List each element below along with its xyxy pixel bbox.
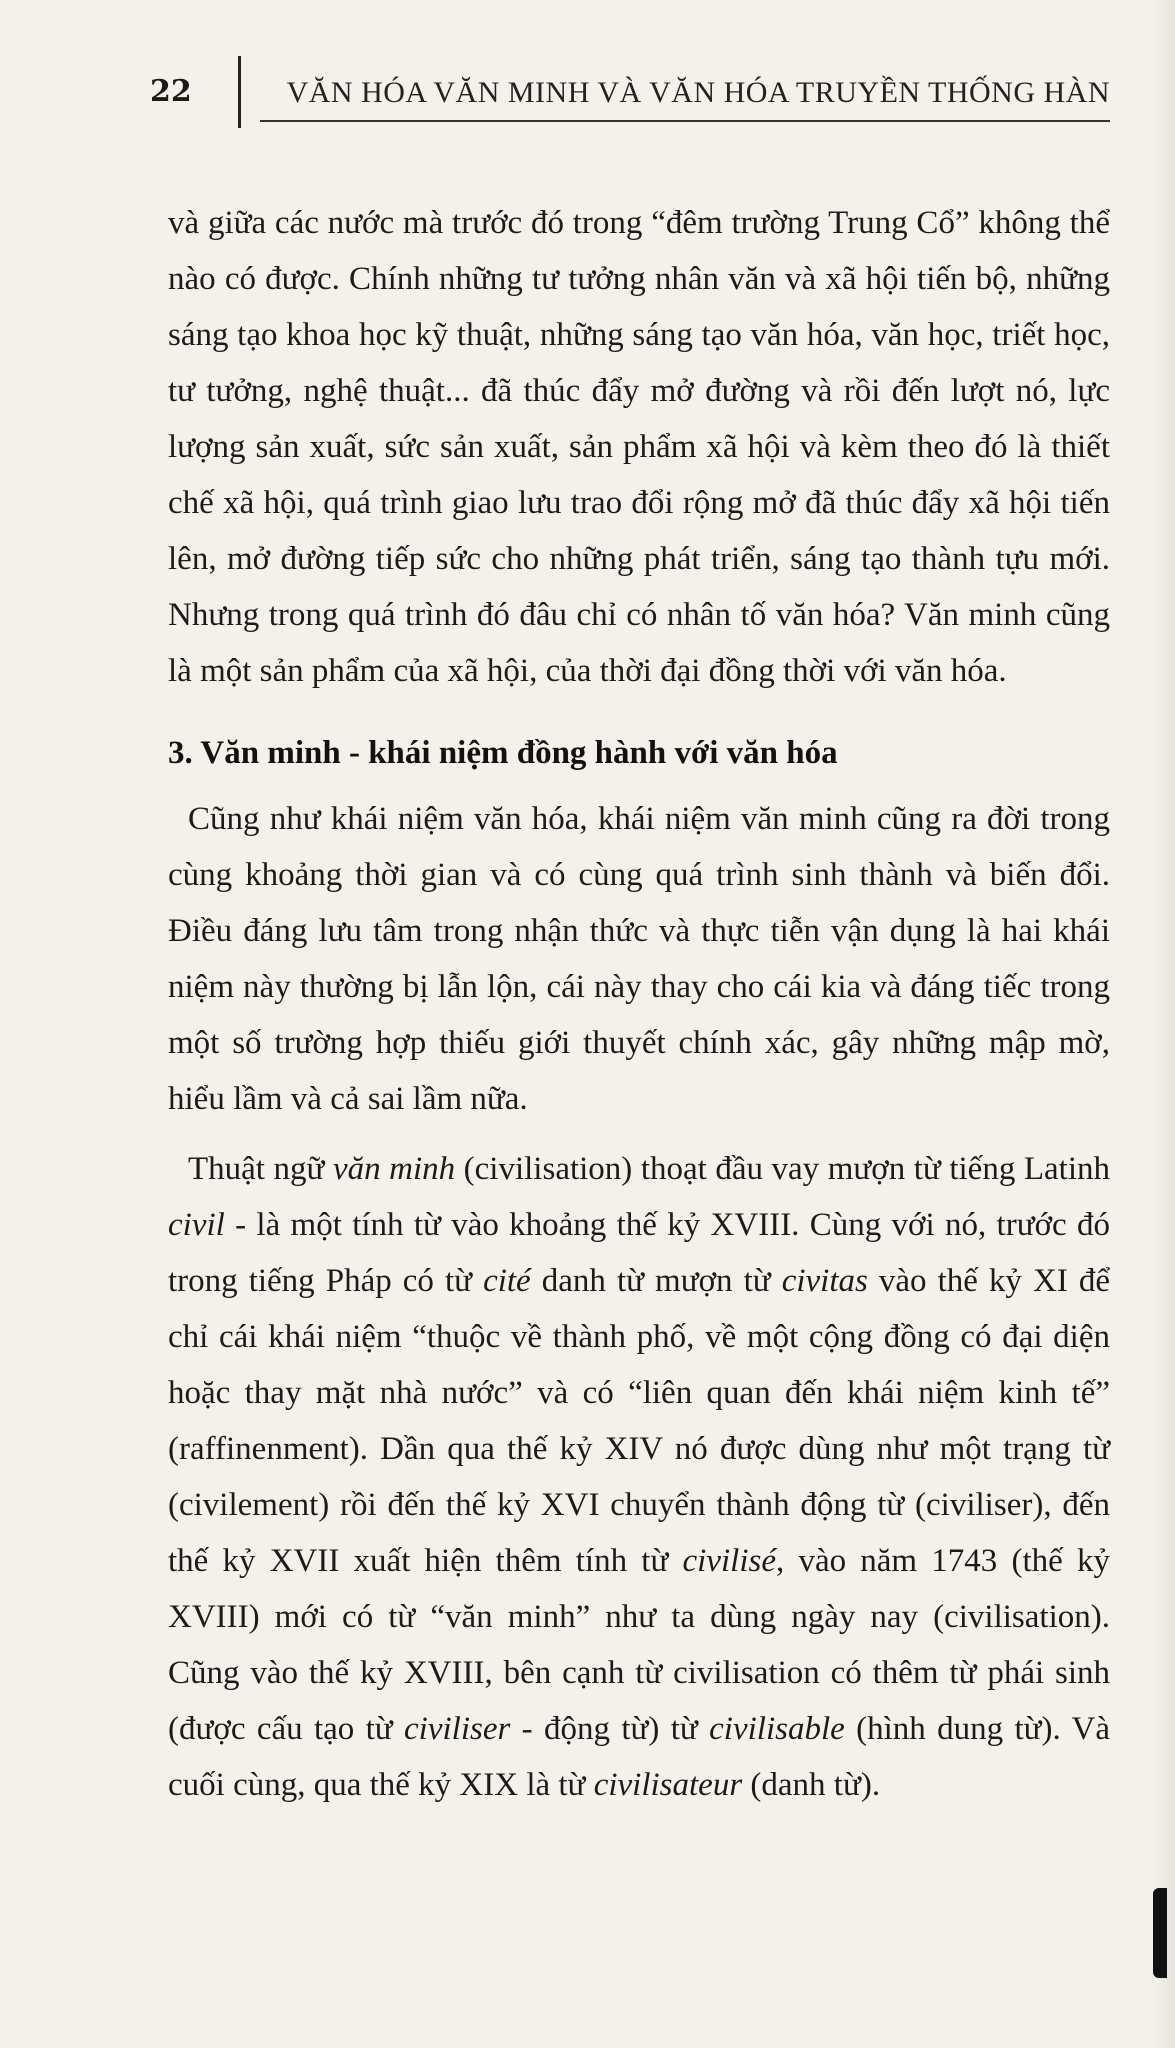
paragraph-1 (168, 195, 1110, 699)
paragraph-2 (168, 791, 1110, 1127)
italic-term: civiliser (404, 1711, 511, 1747)
body-text (168, 195, 1110, 1813)
text-run: - là một tính từ vào khoảng thế kỷ XVIII. Cùng với nó, trước đó trong tiếng Pháp có từ (168, 1207, 1110, 1299)
text-run: Cũng như khái niệm văn hóa, khái niệm văn minh cũng ra đời trong cùng khoảng thời gian và có cùng quá trình sinh thành và biến đổi. Điều đáng lưu tâm trong nhận thức và thực tiễn vận dụng là hai khái niệm này thường bị lẫn lộn, cái này thay cho cái kia và đáng tiếc trong một số trường hợp thiếu giới thuyết chính xác, gây những mập mờ, hiểu lầm và cả sai lầm nữa. (168, 801, 1110, 1117)
header-divider-vertical (238, 56, 241, 128)
italic-term: civilisateur (593, 1767, 743, 1803)
section-heading: 3. Văn minh - khái niệm đồng hành với văn hóa (168, 735, 838, 771)
italic-term: văn minh (332, 1151, 456, 1187)
text-run: , vào năm 1743 (thế kỷ XVIII) mới có từ “văn minh” như ta dùng ngày nay (civilisation). Cũng vào thế kỷ XVIII, bên cạnh từ civilisation có thêm từ phái sinh (được cấu tạo từ (168, 1543, 1110, 1747)
page-header (150, 68, 1110, 128)
italic-term: civilisable (709, 1711, 845, 1747)
text-run: - động từ) từ (510, 1711, 710, 1747)
italic-term: civitas (781, 1263, 868, 1299)
page-corner-mark (1153, 1888, 1167, 1978)
italic-term: cité (483, 1263, 531, 1299)
page-edge-shadow (1153, 0, 1175, 2048)
text-run: Thuật ngữ (188, 1151, 333, 1187)
header-rule (260, 120, 1110, 122)
text-run: (danh từ). (742, 1767, 881, 1803)
running-title: VĂN HÓA VĂN MINH VÀ VĂN HÓA TRUYỀN THỐNG HÀN (286, 76, 1110, 109)
italic-term: civilisé (682, 1543, 776, 1579)
text-run: (civilisation) thoạt đầu vay mượn từ tiếng Latinh (455, 1151, 1110, 1187)
text-run: danh từ mượn từ (530, 1263, 782, 1299)
page-number: 22 (150, 74, 192, 109)
text-run: vào thế kỷ XI để chỉ cái khái niệm “thuộc về thành phố, về một cộng đồng có đại diện hoặc thay mặt nhà nước” và có “liên quan đến khái niệm kinh tế” (raffinenment). Dần qua thế kỷ XIV nó được dùng như một trạng từ (civilement) rồi đến thế kỷ XVI chuyển thành động từ (civiliser), đến thế kỷ XVII xuất hiện thêm tính từ (168, 1263, 1110, 1579)
text-run: và giữa các nước mà trước đó trong “đêm trường Trung Cổ” không thể nào có được. Chính những tư tưởng nhân văn và xã hội tiến bộ, những sáng tạo khoa học kỹ thuật, những sáng tạo văn hóa, văn học, triết học, tư tưởng, nghệ thuật... đã thúc đẩy mở đường và rồi đến lượt nó, lực lượng sản xuất, sức sản xuất, sản phẩm xã hội và kèm theo đó là thiết chế xã hội, quá trình giao lưu trao đổi rộng mở đã thúc đẩy xã hội tiến lên, mở đường tiếp sức cho những phát triển, sáng tạo thành tựu mới. Nhưng trong quá trình đó đâu chỉ có nhân tố văn hóa? Văn minh cũng là một sản phẩm của xã hội, của thời đại đồng thời với văn hóa. (168, 205, 1110, 689)
paragraph-3 (168, 1141, 1110, 1813)
text-run: (hình dung từ). Và cuối cùng, qua thế kỷ XIX là từ (168, 1711, 1110, 1803)
italic-term: civil (168, 1207, 225, 1243)
